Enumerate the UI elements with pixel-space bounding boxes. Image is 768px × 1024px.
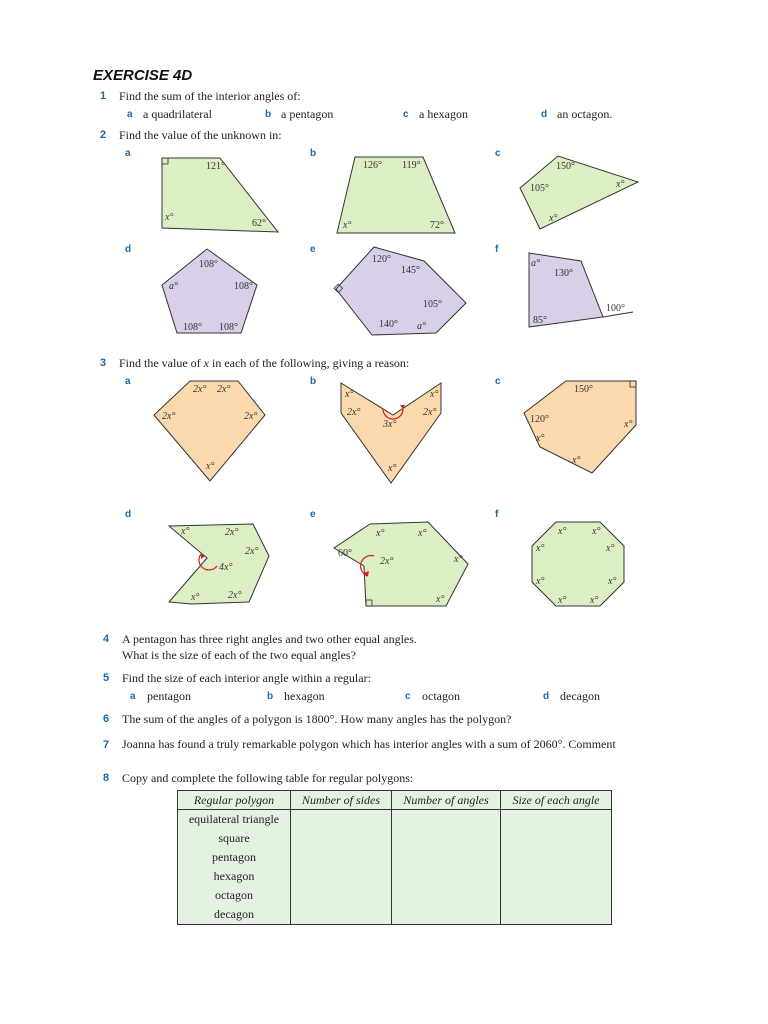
angle-label: 2x°	[245, 546, 259, 557]
q3a-pentagon-figure	[150, 375, 272, 485]
q3-figure-letter: b	[310, 376, 317, 387]
q3-figure-letter: e	[310, 509, 316, 520]
q3b-pentagon-figure	[337, 375, 447, 487]
angle-label: x°	[343, 220, 352, 231]
angle-label: a°	[417, 321, 426, 332]
q2-number: 2	[100, 129, 107, 141]
angle-label: 4x°	[219, 562, 233, 573]
angle-label: x°	[191, 592, 200, 603]
q5-part-letter: a	[130, 691, 136, 702]
table-row: hexagon	[213, 869, 255, 883]
q1-part-text: a hexagon	[419, 107, 468, 121]
angle-label: 72°	[430, 220, 444, 231]
angle-label: 140°	[379, 319, 398, 330]
q2-figure-letter: a	[125, 148, 131, 159]
q2-figure-letter: e	[310, 244, 316, 255]
q1-part-text: a pentagon	[281, 107, 334, 121]
angle-label: x°	[624, 419, 633, 430]
angle-label: 2x°	[244, 411, 258, 422]
angle-label: 126°	[363, 160, 382, 171]
angle-label: x°	[165, 212, 174, 223]
angle-label: x°	[558, 526, 567, 537]
angle-label: x°	[206, 461, 215, 472]
q3-variable: x	[203, 356, 209, 370]
q3-text-before: Find the value of	[119, 356, 201, 370]
q1-part-letter: b	[265, 109, 272, 120]
q2-figure-letter: b	[310, 148, 317, 159]
angle-label: x°	[418, 528, 427, 539]
angle-label: x°	[606, 543, 615, 554]
q6-number: 6	[103, 713, 110, 725]
angle-label: x°	[616, 179, 625, 190]
angle-label: 108°	[234, 281, 253, 292]
angle-label: 108°	[183, 322, 202, 333]
table-header-cell: Number of sides	[291, 791, 392, 810]
angle-label: x°	[181, 526, 190, 537]
q3d-hexagon-figure	[165, 518, 275, 608]
polygon-shape	[336, 247, 466, 335]
q5-part-text: pentagon	[147, 689, 191, 703]
table-row: square	[218, 831, 250, 845]
angle-label: 2x°	[193, 384, 207, 395]
q5-part-letter: c	[405, 691, 411, 702]
q1-part-text: an octagon.	[557, 107, 613, 121]
table-header-cell: Regular polygon	[178, 791, 291, 810]
q1-part-text: a quadrilateral	[143, 107, 212, 121]
table-header-cell: Size of each angle	[501, 791, 612, 810]
angle-label: 119°	[402, 160, 421, 171]
q2e-pentagon-figure	[328, 245, 473, 340]
q4-line1: A pentagon has three right angles and two other equal angles.	[122, 632, 417, 646]
angle-label: 2x°	[217, 384, 231, 395]
polygon-names-cell	[178, 810, 291, 925]
table-row: octagon	[215, 888, 253, 902]
q2-figure-letter: c	[495, 148, 501, 159]
angle-label: 150°	[556, 161, 575, 172]
q1-text: Find the sum of the interior angles of:	[119, 89, 301, 103]
angle-label: x°	[454, 554, 463, 565]
table-header-cell: Number of angles	[392, 791, 501, 810]
angle-label: x°	[536, 543, 545, 554]
angle-label: x°	[608, 576, 617, 587]
q5-part-text: octagon	[422, 689, 460, 703]
angle-label: 100°	[606, 303, 625, 314]
angle-label: 2x°	[162, 411, 176, 422]
q3-figure-letter: d	[125, 509, 132, 520]
angle-label: 130°	[554, 268, 573, 279]
q3-text-after: in each of the following, giving a reason:	[211, 356, 410, 370]
q2a-quadrilateral-figure	[150, 150, 290, 240]
angle-label: 62°	[252, 218, 266, 229]
q5-part-letter: b	[267, 691, 274, 702]
angle-label: 2x°	[347, 407, 361, 418]
q4-number: 4	[103, 633, 110, 645]
angle-label: 105°	[530, 183, 549, 194]
angle-label: x°	[558, 595, 567, 606]
regular-polygons-table	[177, 790, 612, 925]
q3-figure-letter: a	[125, 376, 131, 387]
q3-figure-letter: c	[495, 376, 501, 387]
angle-label: 121°	[206, 161, 225, 172]
angle-label: 85°	[533, 315, 547, 326]
q1-number: 1	[100, 90, 107, 102]
angle-label: 2x°	[225, 527, 239, 538]
q5-part-text: decagon	[560, 689, 600, 703]
q3c-pentagon-figure	[520, 375, 645, 480]
angle-label: x°	[549, 213, 558, 224]
q5-text: Find the size of each interior angle within a regular:	[122, 671, 371, 685]
angle-label: x°	[376, 528, 385, 539]
angle-label: x°	[430, 389, 439, 400]
angle-label: a°	[169, 281, 178, 292]
angle-label: x°	[436, 594, 445, 605]
angle-label: x°	[536, 433, 545, 444]
angle-label: x°	[536, 576, 545, 587]
q3-text	[119, 356, 409, 371]
q3-figure-letter: f	[495, 509, 499, 520]
q5-part-text: hexagon	[284, 689, 325, 703]
exercise-title: EXERCISE 4D	[93, 67, 193, 84]
q6-text: The sum of the angles of a polygon is 1800°. How many angles has the polygon?	[122, 712, 512, 726]
q2-text: Find the value of the unknown in:	[119, 128, 282, 142]
number-of-sides-cell	[291, 810, 392, 925]
q1-part-letter: d	[541, 109, 548, 120]
angle-label: 105°	[423, 299, 442, 310]
angle-label: x°	[345, 389, 354, 400]
q7-text: Joanna has found a truly remarkable polygon which has interior angles with a sum of 2060°. Comment	[122, 737, 616, 751]
q7-number: 7	[103, 739, 110, 751]
angle-label: 150°	[574, 384, 593, 395]
q2-figure-letter: d	[125, 244, 132, 255]
angle-label: x°	[572, 455, 581, 466]
table-row: equilateral triangle	[188, 812, 280, 826]
table-row: pentagon	[212, 850, 256, 864]
polygon-shape	[334, 522, 468, 606]
angle-label: 3x°	[383, 419, 397, 430]
angle-label: 145°	[401, 265, 420, 276]
table-body-row	[178, 810, 612, 925]
angle-label: 2x°	[423, 407, 437, 418]
table-row: decagon	[214, 907, 254, 921]
q1-part-letter: a	[127, 109, 133, 120]
angle-label: 2x°	[228, 590, 242, 601]
angle-label: 120°	[372, 254, 391, 265]
angle-label: x°	[592, 526, 601, 537]
q3e-hexagon-figure	[328, 518, 478, 610]
q2d-pentagon-figure	[155, 245, 265, 340]
q2-figure-letter: f	[495, 244, 499, 255]
q8-number: 8	[103, 772, 110, 784]
q2b-quadrilateral-figure	[335, 150, 465, 240]
angle-label: 60°	[338, 548, 352, 559]
size-of-each-angle-cell	[501, 810, 612, 925]
angle-label: 2x°	[380, 556, 394, 567]
q5-part-letter: d	[543, 691, 550, 702]
polygon-shape	[532, 522, 624, 606]
table-header-row	[178, 791, 612, 810]
angle-label: x°	[590, 595, 599, 606]
angle-label: a°	[531, 258, 540, 269]
q4-line2: What is the size of each of the two equal angles?	[122, 648, 356, 662]
q3f-octagon-figure	[528, 518, 628, 610]
angle-label: 108°	[219, 322, 238, 333]
q5-number: 5	[103, 672, 110, 684]
angle-label: 108°	[199, 259, 218, 270]
q3-number: 3	[100, 357, 107, 369]
q2c-quadrilateral-figure	[512, 150, 647, 235]
q1-part-letter: c	[403, 109, 409, 120]
angle-label: 120°	[530, 414, 549, 425]
q2f-quadrilateral-figure	[525, 245, 640, 330]
number-of-angles-cell	[392, 810, 501, 925]
angle-label: x°	[388, 463, 397, 474]
q8-text: Copy and complete the following table for regular polygons:	[122, 771, 414, 785]
